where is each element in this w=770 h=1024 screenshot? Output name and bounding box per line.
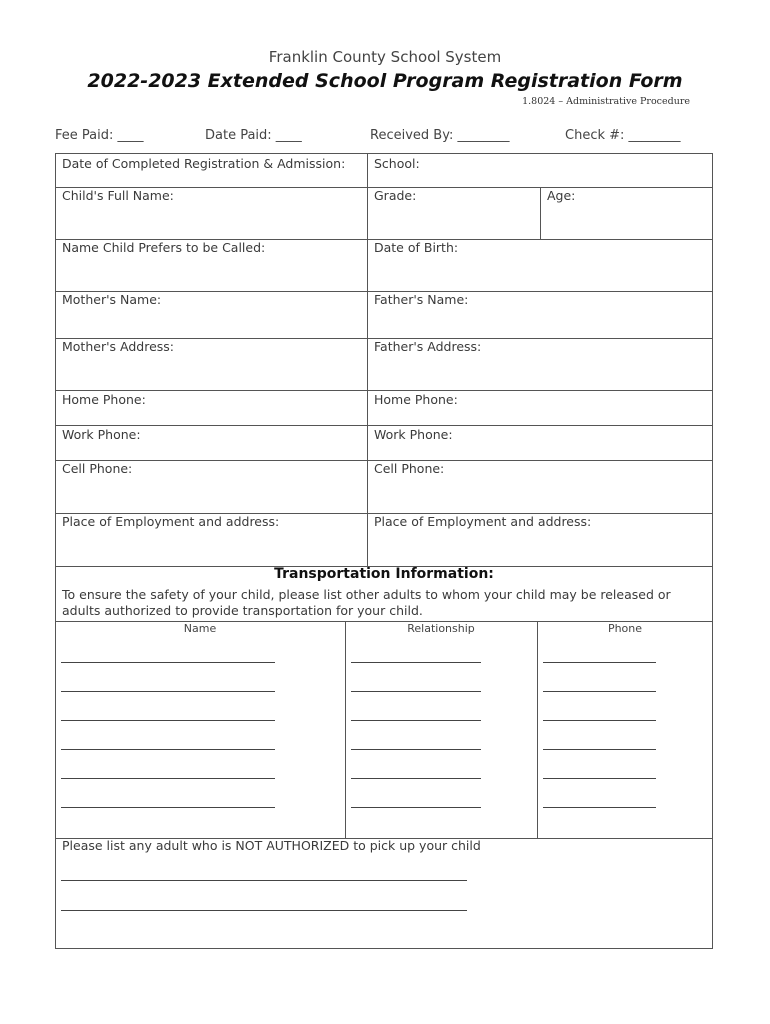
column-divider	[540, 187, 541, 239]
relationship-blank-line[interactable]	[351, 691, 481, 692]
relationship-blank-line[interactable]	[351, 662, 481, 663]
name-blank-line[interactable]	[61, 749, 275, 750]
phone-blank-line[interactable]	[543, 749, 656, 750]
father-home-phone-label[interactable]: Home Phone:	[374, 392, 458, 407]
phone-blank-line[interactable]	[543, 778, 656, 779]
not-authorized-blank-line[interactable]	[61, 880, 467, 881]
relationship-blank-line[interactable]	[351, 720, 481, 721]
mother-employment-label[interactable]: Place of Employment and address:	[62, 514, 280, 529]
not-authorized-label: Please list any adult who is NOT AUTHORIZED to pick up your child	[62, 838, 481, 853]
preferred-name-label[interactable]: Name Child Prefers to be Called:	[62, 240, 266, 255]
form-title: 2022-2023 Extended School Program Registration Form	[87, 70, 683, 92]
column-divider	[537, 621, 538, 838]
column-header-relationship: Relationship	[407, 622, 475, 635]
name-blank-line[interactable]	[61, 807, 275, 808]
column-header-name: Name	[183, 622, 217, 635]
relationship-blank-line[interactable]	[351, 778, 481, 779]
phone-blank-line[interactable]	[543, 691, 656, 692]
fee-paid-field[interactable]: Fee Paid: ____	[55, 128, 144, 143]
procedure-number: 1.8024 – Administrative Procedure	[522, 96, 690, 107]
mother-address-label[interactable]: Mother's Address:	[62, 339, 174, 354]
grade-label[interactable]: Grade:	[374, 188, 417, 203]
father-name-label[interactable]: Father's Name:	[374, 292, 469, 307]
column-divider	[367, 154, 368, 566]
transportation-title: Transportation Information:	[274, 566, 494, 582]
transportation-description: To ensure the safety of your child, please list other adults to whom your child may be released or adults authorized to provide transportation for your child.	[62, 587, 671, 618]
organization-name: Franklin County School System	[268, 48, 502, 66]
relationship-blank-line[interactable]	[351, 807, 481, 808]
phone-blank-line[interactable]	[543, 662, 656, 663]
registration-form-grid	[55, 153, 713, 949]
name-blank-line[interactable]	[61, 720, 275, 721]
received-by-field[interactable]: Received By: ________	[370, 128, 510, 143]
age-label[interactable]: Age:	[547, 188, 576, 203]
name-blank-line[interactable]	[61, 662, 275, 663]
father-work-phone-label[interactable]: Work Phone:	[374, 427, 453, 442]
mother-cell-phone-label[interactable]: Cell Phone:	[62, 461, 133, 476]
row-divider	[56, 390, 712, 391]
column-header-phone: Phone	[607, 622, 643, 635]
phone-blank-line[interactable]	[543, 807, 656, 808]
check-number-field[interactable]: Check #: ________	[565, 128, 681, 143]
school-label[interactable]: School:	[374, 156, 420, 171]
phone-blank-line[interactable]	[543, 720, 656, 721]
column-divider	[345, 621, 346, 838]
mother-name-label[interactable]: Mother's Name:	[62, 292, 162, 307]
mother-home-phone-label[interactable]: Home Phone:	[62, 392, 146, 407]
name-blank-line[interactable]	[61, 691, 275, 692]
name-blank-line[interactable]	[61, 778, 275, 779]
father-cell-phone-label[interactable]: Cell Phone:	[374, 461, 445, 476]
date-paid-field[interactable]: Date Paid: ____	[205, 128, 302, 143]
father-employment-label[interactable]: Place of Employment and address:	[374, 514, 592, 529]
date-of-birth-label[interactable]: Date of Birth:	[374, 240, 459, 255]
mother-work-phone-label[interactable]: Work Phone:	[62, 427, 141, 442]
father-address-label[interactable]: Father's Address:	[374, 339, 482, 354]
row-divider	[56, 425, 712, 426]
date-completed-label[interactable]: Date of Completed Registration & Admission:	[62, 156, 346, 171]
not-authorized-blank-line[interactable]	[61, 910, 467, 911]
child-name-label[interactable]: Child's Full Name:	[62, 188, 174, 203]
relationship-blank-line[interactable]	[351, 749, 481, 750]
